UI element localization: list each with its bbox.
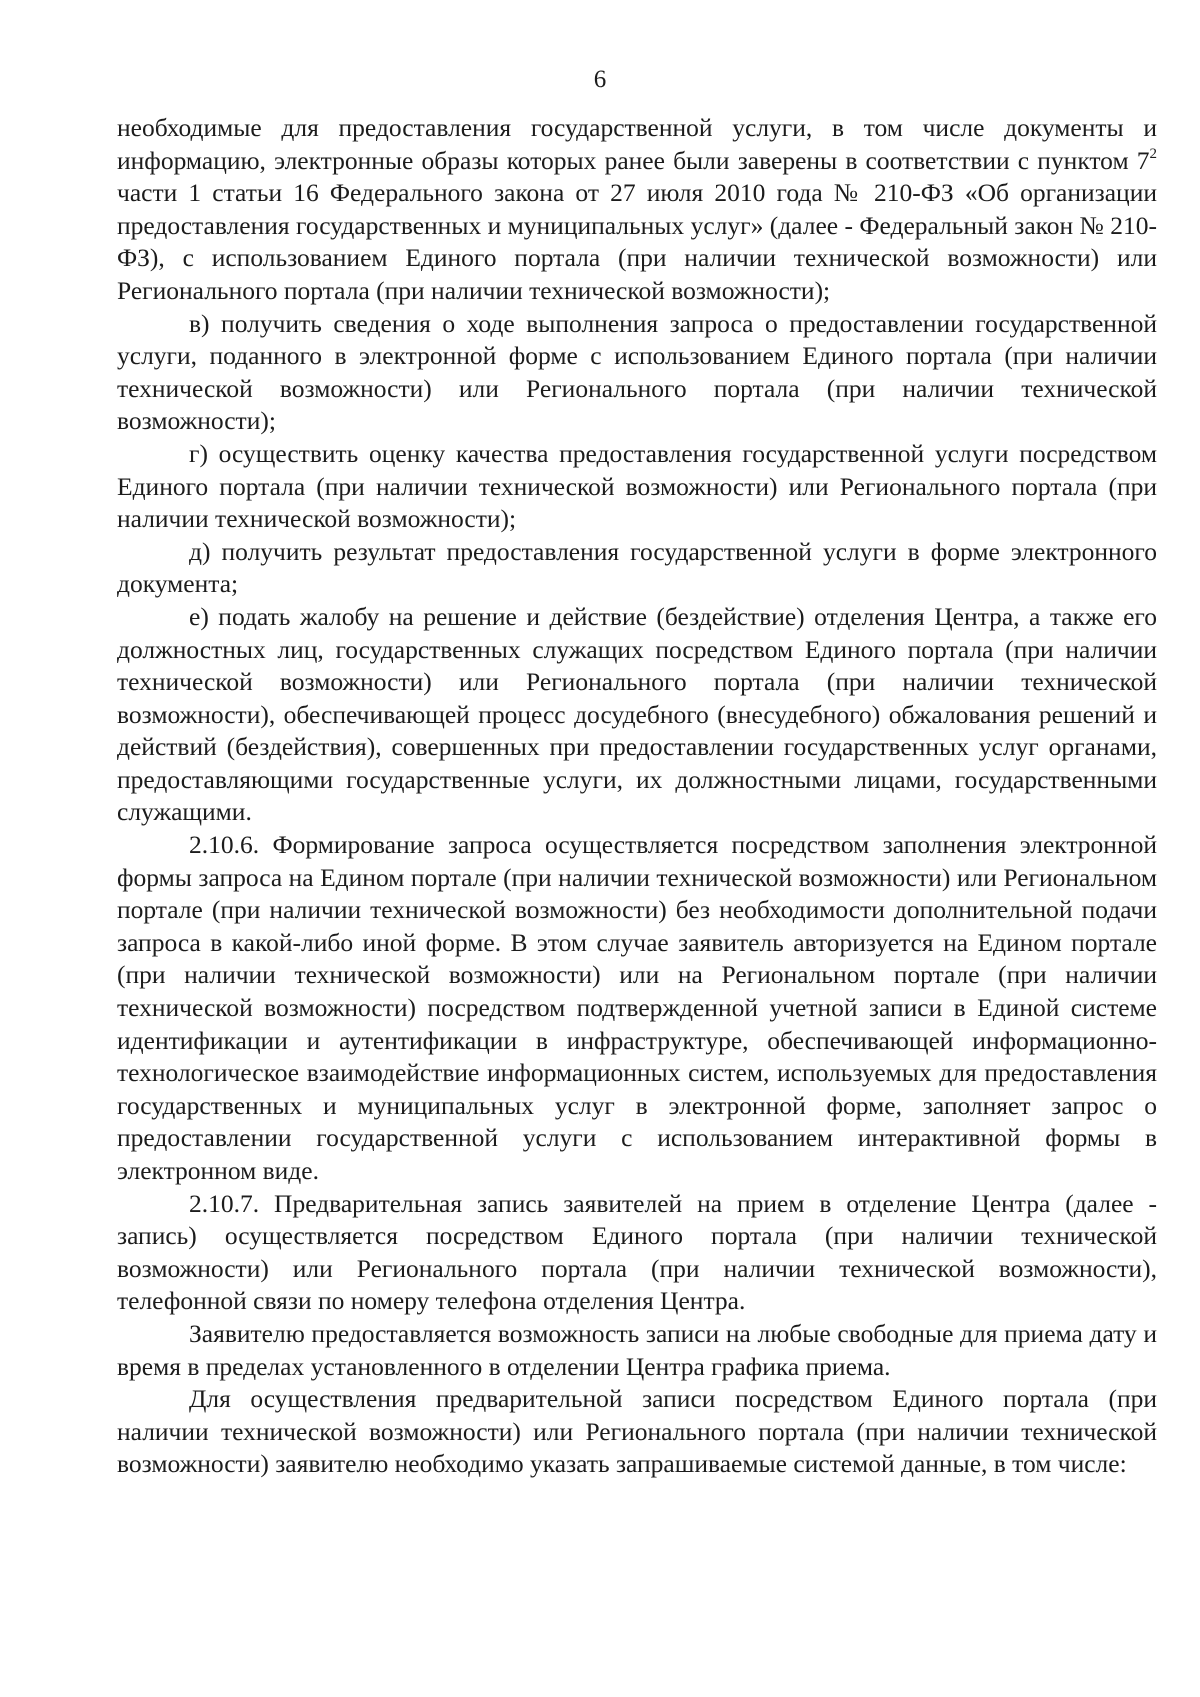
paragraph-text: необходимые для предоставления государственной услуги, в том числе документы и информацию, электронные образы которых ранее были заверены в соответствии с пунктом 7 bbox=[117, 113, 1157, 175]
document-body bbox=[117, 112, 1157, 1481]
superscript: 2 bbox=[1149, 145, 1157, 162]
paragraph-record-data: Для осуществления предварительной записи посредством Единого портала (при наличии технической возможности) или Регионального портала (при наличии технической возможности) заявителю необходимо указать запрашиваемые системой данные, в том числе: bbox=[117, 1384, 1157, 1479]
paragraph-item-v: в) получить сведения о ходе выполнения запроса о предоставлении государственной услуги, поданного в электронной форме с использованием Единого портала (при наличии технической возможности) или Регионального портала (при наличии технической возможности); bbox=[117, 308, 1157, 436]
paragraph-item-d: д) получить результат предоставления государственной услуги в форме электронного документа; bbox=[117, 536, 1157, 599]
paragraph-item-e: е) подать жалобу на решение и действие (бездействие) отделения Центра, а также его должностных лиц, государственных служащих посредством Единого портала (при наличии технической возможности) или Регионального портала (при наличии технической возможности), обеспечивающей процесс досудебного (внесудебного) обжалования решений и действий (бездействия), совершенных при предоставлении государственных услуг органами, предоставляющими государственные услуги, их должностными лицами, государственными служащими. bbox=[117, 601, 1157, 827]
paragraph-2-10-6: 2.10.6. Формирование запроса осуществляется посредством заполнения электронной формы запроса на Едином портале (при наличии технической возможности) или Региональном портале (при наличии технической возможности) без необходимости дополнительной подачи запроса в какой-либо иной форме. В этом случае заявитель авторизуется на Едином портале (при наличии технической возможности) или на Региональном портале (при наличии технической возможности) посредством подтвержденной учетной записи в Единой системе идентификации и аутентификации в инфраструктуре, обеспечивающей информационно-технологическое взаимодействие информационных систем, используемых для предоставления государственных и муниципальных услуг в электронной форме, заполняет запрос о предоставлении государственной услуги с использованием интерактивной формы в электронном виде. bbox=[117, 830, 1157, 1185]
paragraph-record-option: Заявителю предоставляется возможность записи на любые свободные для приема дату и время в пределах установленного в отделении Центра графика приема. bbox=[117, 1318, 1157, 1381]
page-number: 6 bbox=[593, 66, 607, 93]
paragraph-item-g: г) осуществить оценку качества предоставления государственной услуги посредством Единого портала (при наличии технической возможности) или Регионального портала (при наличии технической возможности); bbox=[117, 438, 1157, 534]
paragraph-text: части 1 статьи 16 Федерального закона от 27 июля 2010 года № 210-ФЗ «Об организации предоставления государственных и муниципальных услуг» (далее - Федеральный закон № 210-ФЗ), с использованием Единого портала (при наличии технической возможности) или Регионального портала (при наличии технической возможности); bbox=[117, 178, 1157, 305]
paragraph-continuation bbox=[117, 112, 1157, 308]
paragraph-2-10-7: 2.10.7. Предварительная запись заявителей на прием в отделение Центра (далее - запись) осуществляется посредством Единого портала (при наличии технической возможности) или Регионального портала (при наличии технической возможности), телефонной связи по номеру телефона отделения Центра. bbox=[117, 1188, 1157, 1316]
